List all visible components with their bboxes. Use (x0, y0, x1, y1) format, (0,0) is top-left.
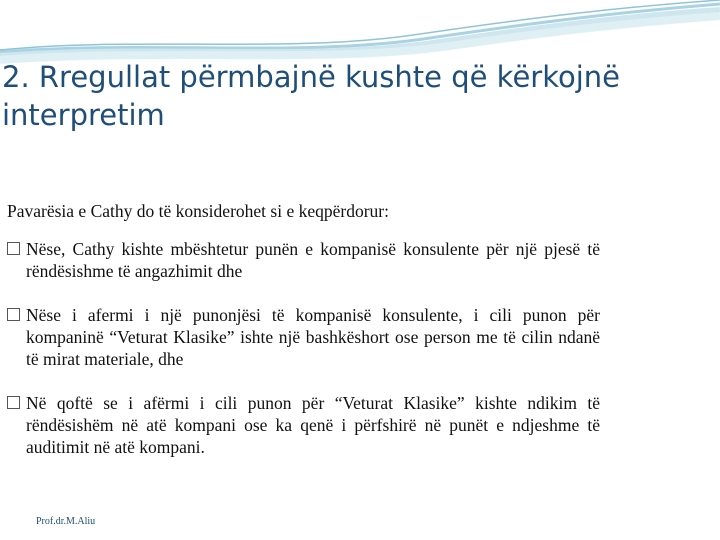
bullet-item (7, 304, 600, 370)
bullet-text: Nëse, Cathy kishte mbështetur punën e kompanisë konsulente për një pjesë të rëndësishme të angazhimit dhe (26, 239, 600, 281)
footer-author: Prof.dr.M.Aliu (36, 516, 96, 527)
bullet-item (7, 392, 600, 458)
intro-text: Pavarësia e Cathy do të konsiderohet si e keqpërdorur: (7, 201, 389, 221)
slide-title: 2. Rregullat përmbajnë kushte që kërkojnë interpretim (2, 60, 620, 132)
bullet-item (7, 238, 600, 282)
slide-body (7, 200, 600, 480)
square-bullet-icon (7, 396, 20, 409)
bullet-text: Nëse i afermi i një punonjësi të kompanisë konsulente, i cili punon për kompaninë “Veturat Klasike” ishte një bashkëshort ose person me të cilin ndanë të mirat materiale, dhe (26, 305, 600, 369)
bullet-text: Në qoftë se i afërmi i cili punon për “Veturat Klasike” kishte ndikim të rëndësishëm në atë kompani ose ka qenë i përfshirë në punët e ndjeshme të auditimit në atë kompani. (26, 393, 600, 457)
square-bullet-icon (7, 308, 20, 321)
square-bullet-icon (7, 242, 20, 255)
